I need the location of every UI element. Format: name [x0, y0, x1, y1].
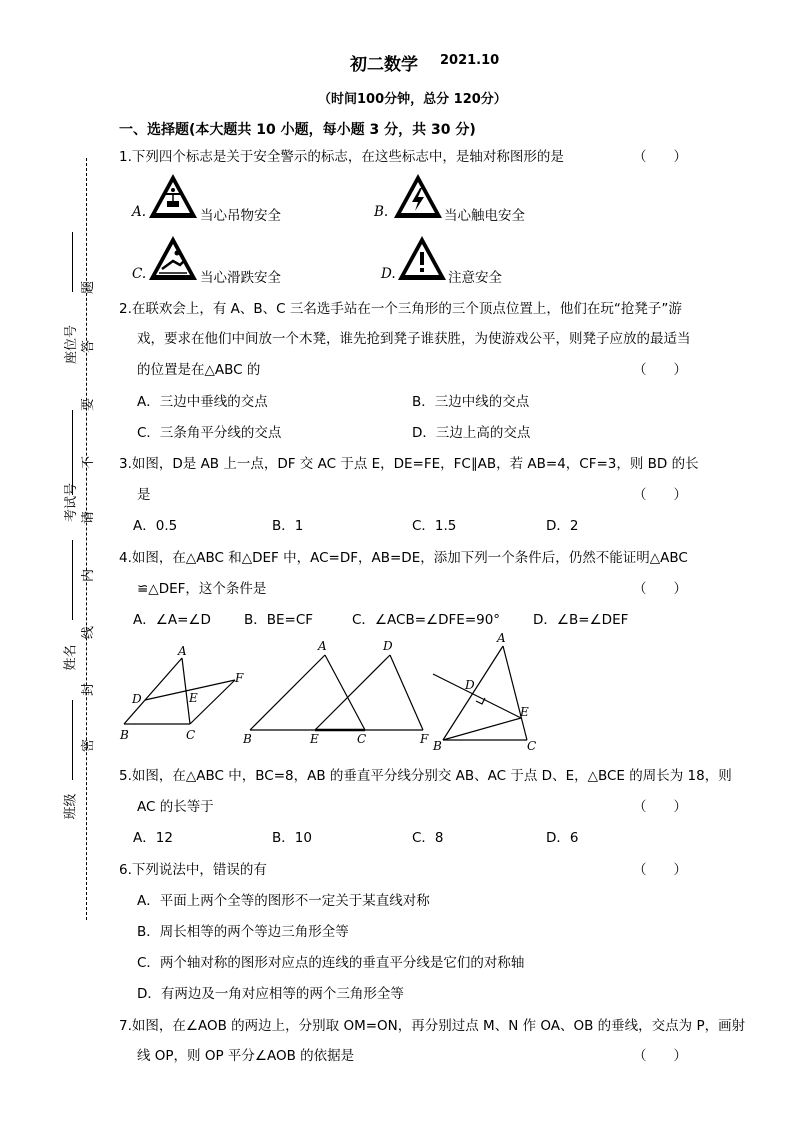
seal-char: 内 — [81, 568, 97, 583]
q1-option-letter: B. — [374, 204, 389, 220]
exam-subtitle: （时间100分钟，总分 120分） — [318, 92, 507, 107]
fig-label: C — [527, 739, 537, 753]
q5-stem-line: 5.如图，在△ABC 中，BC=8，AB 的垂直平分线分别交 AB、AC 于点 D、E，△BCE 的周长为 18，则 — [119, 768, 732, 784]
q2-option: A．三边中垂线的交点 — [137, 394, 268, 410]
seat-underline — [72, 232, 73, 292]
figure-q4 — [235, 635, 440, 750]
answer-paren: （ ） — [633, 149, 687, 165]
q4-option: A．∠A=∠D — [133, 612, 211, 628]
q1-option-label: 当心吊物安全 — [200, 208, 281, 224]
q2-stem-line: 戏，要求在他们中间放一个木凳，谁先抢到凳子谁获胜，为使游戏公平，则凳子应放的最适当 — [137, 331, 691, 347]
fig-label: C — [357, 732, 367, 746]
q3-option: D．2 — [546, 518, 579, 534]
q6-option: C．两个轴对称的图形对应点的连线的垂直平分线是它们的对称轴 — [137, 955, 525, 971]
q2-option: C．三条角平分线的交点 — [137, 425, 282, 441]
name-underline — [72, 540, 73, 620]
exam-date: 2021.10 — [440, 53, 500, 68]
q3-option: B．1 — [272, 518, 304, 534]
seal-char: 线 — [81, 625, 97, 640]
answer-paren: （ ） — [633, 799, 687, 815]
fig-label: A — [178, 644, 187, 658]
fig-label: B — [243, 732, 252, 746]
q2-stem-line: 的位置是在△ABC 的 — [137, 362, 261, 378]
q6-option: B．周长相等的两个等边三角形全等 — [137, 924, 349, 940]
q7-stem-line: 线 OP，则 OP 平分∠AOB 的依据是 — [137, 1048, 355, 1064]
fig-label: E — [189, 691, 198, 705]
q1-stem: 1.下列四个标志是关于安全警示的标志，在这些标志中，是轴对称图形的是 — [119, 149, 564, 165]
fig-label: B — [120, 728, 129, 742]
seal-char: 密 — [81, 738, 97, 753]
fig-label: F — [235, 671, 244, 685]
seal-char: 题 — [81, 280, 97, 295]
q2-stem-line: 2.在联欢会上，有 A、B、C 三名选手站在一个三角形的三个顶点位置上，他们在玩“抢凳子”游 — [119, 301, 682, 317]
q4-stem-line: ≌△DEF，这个条件是 — [137, 581, 267, 597]
q3-stem-line: 是 — [137, 487, 151, 503]
q4-option: B．BE=CF — [244, 612, 314, 628]
q1-option-label: 当心滑跌安全 — [200, 270, 281, 286]
fig-label: F — [420, 732, 429, 746]
answer-paren: （ ） — [633, 862, 687, 878]
seat-label: 座位号 — [64, 324, 80, 365]
q2-option: B．三边中线的交点 — [412, 394, 530, 410]
q1-option-letter: D. — [381, 266, 396, 282]
fig-label: E — [520, 705, 529, 719]
q5-option: B．10 — [272, 830, 312, 846]
q6-option: D．有两边及一角对应相等的两个三角形全等 — [137, 986, 404, 1002]
figure-q5 — [425, 628, 565, 756]
answer-paren: （ ） — [633, 1048, 687, 1064]
q3-stem-line: 3.如图，D是 AB 上一点，DF 交 AC 于点 E，DE=FE，FC∥AB，若 AB=4，CF=3，则 BD 的长 — [119, 456, 699, 472]
fig-label: D — [383, 639, 393, 653]
q2-option: D．三边上高的交点 — [412, 425, 531, 441]
q5-option: A．12 — [133, 830, 173, 846]
q1-option-label: 当心触电安全 — [444, 208, 525, 224]
answer-paren: （ ） — [633, 487, 687, 503]
fig-label: B — [433, 739, 442, 753]
seal-char: 请 — [81, 510, 97, 525]
q3-option: C．1.5 — [412, 518, 457, 534]
seal-dashed-line — [86, 158, 87, 920]
fig-label: D — [132, 692, 142, 706]
fig-label: A — [318, 639, 327, 653]
fig-label: A — [497, 631, 506, 645]
class-underline — [72, 700, 73, 780]
page-title: 初二数学 — [350, 55, 418, 75]
q7-stem-line: 7.如图，在∠AOB 的两边上，分别取 OM=ON，再分别过点 M、N 作 OA、OB 的垂线，交点为 P，画射 — [119, 1018, 746, 1034]
fig-label: D — [465, 678, 475, 692]
answer-paren: （ ） — [633, 362, 687, 378]
q4-option: C．∠ACB=∠DFE=90° — [352, 612, 501, 628]
q4-option: D．∠B=∠DEF — [533, 612, 629, 628]
seal-char: 答 — [81, 339, 97, 354]
hanging-load-warning-icon — [147, 172, 199, 224]
q5-stem-line: AC 的长等于 — [137, 799, 214, 815]
section-heading: 一、选择题(本大题共 10 小题，每小题 3 分，共 30 分) — [119, 122, 476, 138]
slippery-floor-warning-icon — [147, 234, 199, 286]
fig-label: C — [186, 728, 196, 742]
q5-option: D．6 — [546, 830, 579, 846]
seal-char: 不 — [81, 455, 97, 470]
seal-char: 封 — [81, 682, 97, 697]
seal-char: 要 — [81, 397, 97, 412]
exam-no-label: 考试号 — [64, 482, 80, 523]
q1-option-letter: C. — [132, 266, 147, 282]
q6-option: A．平面上两个全等的图形不一定关于某直线对称 — [137, 893, 430, 909]
q3-option: A．0.5 — [133, 518, 178, 534]
exclamation-warning-icon — [396, 234, 448, 286]
q4-stem-line: 4.如图，在△ABC 和△DEF 中，AC=DF，AB=DE，添加下列一个条件后，仍然不能证明△ABC — [119, 550, 688, 566]
q1-option-label: 注意安全 — [448, 270, 502, 286]
q1-option-letter: A. — [132, 204, 147, 220]
name-label: 姓名 — [63, 644, 79, 671]
q5-option: C．8 — [412, 830, 444, 846]
electric-shock-warning-icon — [392, 172, 444, 224]
fig-label: E — [310, 732, 319, 746]
q6-stem: 6.下列说法中，错误的有 — [119, 862, 267, 878]
answer-paren: （ ） — [633, 581, 687, 597]
class-label: 班级 — [63, 793, 79, 820]
